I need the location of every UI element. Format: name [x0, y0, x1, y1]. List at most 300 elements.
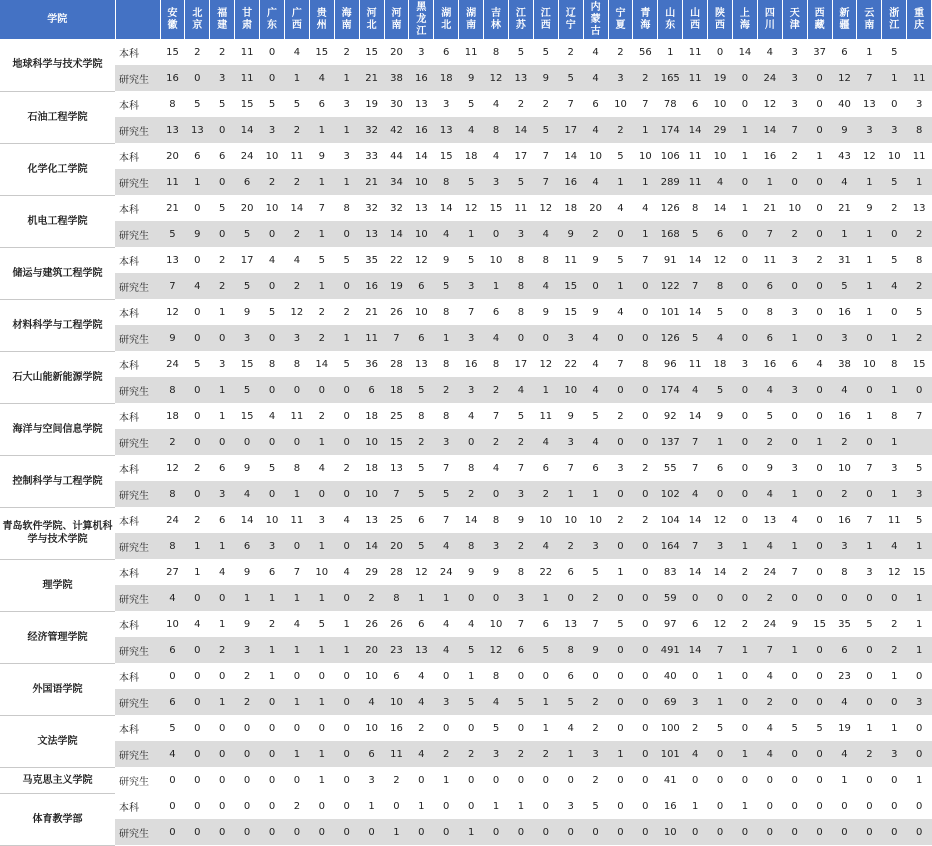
count-cell: 1	[309, 429, 334, 455]
count-cell: 0	[857, 637, 882, 663]
count-cell: 5	[882, 39, 907, 65]
count-cell: 13	[409, 351, 434, 377]
count-cell: 1	[284, 481, 309, 507]
header-college: 学院	[0, 0, 115, 39]
count-cell: 0	[882, 793, 907, 819]
count-cell: 0	[284, 429, 309, 455]
count-cell: 15	[434, 143, 459, 169]
count-cell: 29	[359, 559, 384, 585]
count-cell: 3	[782, 455, 807, 481]
level-label: 研究生	[115, 637, 160, 663]
count-cell: 1	[409, 793, 434, 819]
count-cell: 11	[683, 169, 708, 195]
count-cell: 0	[533, 793, 558, 819]
count-cell: 7	[683, 273, 708, 299]
count-cell: 1	[857, 299, 882, 325]
count-cell: 10	[409, 221, 434, 247]
count-cell: 2	[608, 507, 633, 533]
count-cell: 174	[658, 377, 683, 403]
header-province: 福建	[210, 0, 235, 39]
count-cell: 8	[284, 455, 309, 481]
count-cell: 8	[882, 403, 907, 429]
count-cell: 10	[359, 481, 384, 507]
count-cell: 4	[284, 39, 309, 65]
count-cell: 0	[210, 663, 235, 689]
header-province: 吉林	[484, 0, 509, 39]
count-cell: 9	[757, 455, 782, 481]
count-cell: 0	[633, 715, 658, 741]
count-cell: 8	[558, 637, 583, 663]
count-cell: 0	[807, 455, 832, 481]
count-cell: 3	[782, 247, 807, 273]
count-cell: 10	[708, 91, 733, 117]
count-cell: 0	[857, 377, 882, 403]
count-cell: 8	[484, 351, 509, 377]
count-cell: 6	[533, 455, 558, 481]
count-cell: 4	[309, 455, 334, 481]
count-cell: 0	[309, 819, 334, 845]
count-cell: 0	[807, 819, 832, 845]
count-cell: 4	[807, 351, 832, 377]
count-cell: 0	[633, 559, 658, 585]
count-cell: 0	[832, 585, 857, 611]
count-cell: 5	[434, 481, 459, 507]
header-province: 浙江	[882, 0, 907, 39]
level-label: 研究生	[115, 819, 160, 845]
count-cell: 92	[658, 403, 683, 429]
count-cell: 0	[882, 221, 907, 247]
count-cell: 4	[782, 507, 807, 533]
table-row	[0, 663, 932, 689]
count-cell: 2	[807, 247, 832, 273]
count-cell: 13	[409, 637, 434, 663]
count-cell: 13	[409, 195, 434, 221]
count-cell: 1	[683, 793, 708, 819]
count-cell: 6	[409, 325, 434, 351]
table-row	[0, 533, 932, 559]
count-cell: 1	[533, 715, 558, 741]
count-cell: 0	[633, 585, 658, 611]
count-cell: 0	[807, 507, 832, 533]
count-cell: 0	[633, 767, 658, 793]
count-cell: 38	[384, 65, 409, 91]
count-cell: 23	[832, 663, 857, 689]
count-cell: 15	[235, 351, 260, 377]
count-cell: 15	[235, 403, 260, 429]
count-cell: 0	[608, 533, 633, 559]
count-cell: 0	[608, 689, 633, 715]
college-name: 文法学院	[0, 715, 115, 767]
count-cell: 3	[882, 117, 907, 143]
college-name: 外国语学院	[0, 663, 115, 715]
count-cell: 5	[409, 455, 434, 481]
count-cell: 8	[334, 195, 359, 221]
count-cell: 7	[384, 325, 409, 351]
count-cell: 0	[633, 793, 658, 819]
count-cell: 0	[608, 715, 633, 741]
count-cell: 6	[708, 221, 733, 247]
count-cell: 11	[683, 351, 708, 377]
count-cell: 5	[608, 143, 633, 169]
count-cell: 7	[708, 637, 733, 663]
header-province: 宁夏	[608, 0, 633, 39]
count-cell: 18	[384, 377, 409, 403]
count-cell: 12	[882, 559, 907, 585]
count-cell: 2	[284, 117, 309, 143]
count-cell: 44	[384, 143, 409, 169]
count-cell: 0	[260, 221, 285, 247]
count-cell: 8	[260, 351, 285, 377]
count-cell: 1	[882, 429, 907, 455]
count-cell: 0	[185, 429, 210, 455]
count-cell: 0	[757, 793, 782, 819]
count-cell: 4	[309, 65, 334, 91]
count-cell: 9	[235, 455, 260, 481]
count-cell: 1	[857, 39, 882, 65]
count-cell: 13	[857, 91, 882, 117]
count-cell: 8	[708, 273, 733, 299]
count-cell: 126	[658, 325, 683, 351]
count-cell: 3	[558, 429, 583, 455]
count-cell: 2	[583, 585, 608, 611]
count-cell: 1	[608, 559, 633, 585]
count-cell: 0	[334, 741, 359, 767]
count-cell: 0	[882, 299, 907, 325]
header-province: 辽宁	[558, 0, 583, 39]
college-name: 石油工程学院	[0, 91, 115, 143]
count-cell: 3	[732, 351, 757, 377]
count-cell: 2	[683, 715, 708, 741]
count-cell: 0	[260, 429, 285, 455]
count-cell: 1	[857, 169, 882, 195]
count-cell: 2	[508, 741, 533, 767]
count-cell: 0	[533, 663, 558, 689]
count-cell: 0	[782, 689, 807, 715]
count-cell: 0	[832, 793, 857, 819]
count-cell: 0	[334, 585, 359, 611]
count-cell: 14	[708, 559, 733, 585]
count-cell: 1	[907, 533, 932, 559]
count-cell: 12	[160, 299, 185, 325]
count-cell: 14	[683, 507, 708, 533]
college-name: 体育教学部	[0, 793, 115, 845]
count-cell: 11	[907, 143, 932, 169]
table-row	[0, 585, 932, 611]
count-cell: 0	[782, 429, 807, 455]
count-cell: 2	[882, 611, 907, 637]
count-cell: 69	[658, 689, 683, 715]
level-label: 本科	[115, 559, 160, 585]
count-cell: 0	[633, 481, 658, 507]
table-row	[0, 195, 932, 221]
count-cell: 1	[907, 611, 932, 637]
count-cell: 16	[757, 351, 782, 377]
count-cell: 0	[807, 793, 832, 819]
count-cell: 2	[284, 793, 309, 819]
count-cell: 4	[459, 117, 484, 143]
count-cell: 0	[633, 689, 658, 715]
count-cell: 6	[533, 611, 558, 637]
count-cell: 5	[210, 91, 235, 117]
count-cell: 18	[459, 143, 484, 169]
count-cell: 20	[359, 637, 384, 663]
count-cell: 19	[359, 91, 384, 117]
count-cell: 0	[185, 195, 210, 221]
count-cell: 4	[533, 429, 558, 455]
count-cell: 5	[459, 637, 484, 663]
count-cell: 4	[832, 689, 857, 715]
count-cell: 3	[583, 533, 608, 559]
count-cell: 1	[857, 403, 882, 429]
count-cell: 0	[583, 663, 608, 689]
count-cell: 24	[757, 559, 782, 585]
count-cell: 9	[832, 117, 857, 143]
count-cell: 10	[658, 819, 683, 845]
count-cell: 0	[284, 819, 309, 845]
count-cell: 1	[558, 481, 583, 507]
count-cell: 0	[260, 273, 285, 299]
count-cell: 10	[782, 195, 807, 221]
count-cell: 26	[384, 299, 409, 325]
count-cell: 25	[384, 403, 409, 429]
count-cell: 3	[459, 273, 484, 299]
count-cell: 9	[235, 559, 260, 585]
count-cell: 16	[558, 169, 583, 195]
count-cell: 0	[334, 221, 359, 247]
count-cell: 4	[533, 221, 558, 247]
count-cell: 7	[683, 455, 708, 481]
count-cell: 8	[459, 455, 484, 481]
count-cell: 10	[857, 351, 882, 377]
count-cell: 5	[508, 403, 533, 429]
count-cell: 0	[334, 429, 359, 455]
count-cell: 12	[484, 65, 509, 91]
count-cell: 11	[882, 507, 907, 533]
table-row	[0, 741, 932, 767]
count-cell: 17	[235, 247, 260, 273]
college-name: 化学化工学院	[0, 143, 115, 195]
count-cell: 5	[583, 403, 608, 429]
table-row	[0, 611, 932, 637]
count-cell: 5	[160, 221, 185, 247]
count-cell: 12	[409, 247, 434, 273]
level-label: 本科	[115, 611, 160, 637]
count-cell: 5	[459, 91, 484, 117]
count-cell: 0	[210, 325, 235, 351]
count-cell: 6	[210, 455, 235, 481]
count-cell: 5	[882, 247, 907, 273]
count-cell: 2	[633, 455, 658, 481]
count-cell: 5	[409, 533, 434, 559]
count-cell: 3	[484, 169, 509, 195]
count-cell: 0	[857, 663, 882, 689]
header-province: 河北	[359, 0, 384, 39]
count-cell: 0	[434, 793, 459, 819]
count-cell: 6	[359, 741, 384, 767]
count-cell: 14	[434, 195, 459, 221]
count-cell: 19	[384, 273, 409, 299]
count-cell: 1	[284, 637, 309, 663]
count-cell: 0	[732, 299, 757, 325]
count-cell: 8	[160, 377, 185, 403]
count-cell: 1	[782, 637, 807, 663]
count-cell: 0	[235, 429, 260, 455]
count-cell: 0	[608, 663, 633, 689]
count-cell: 0	[782, 767, 807, 793]
count-cell: 0	[334, 481, 359, 507]
count-cell: 8	[757, 299, 782, 325]
count-cell: 7	[782, 117, 807, 143]
count-cell: 0	[633, 377, 658, 403]
college-name: 马克思主义学院	[0, 767, 115, 793]
count-cell: 0	[533, 325, 558, 351]
count-cell: 9	[508, 507, 533, 533]
count-cell: 0	[608, 793, 633, 819]
count-cell: 11	[533, 403, 558, 429]
count-cell: 9	[533, 299, 558, 325]
count-cell: 6	[757, 325, 782, 351]
count-cell: 8	[484, 507, 509, 533]
count-cell: 28	[384, 351, 409, 377]
count-cell: 5	[185, 91, 210, 117]
count-cell: 1	[882, 377, 907, 403]
count-cell: 2	[533, 741, 558, 767]
count-cell: 3	[907, 91, 932, 117]
level-label: 研究生	[115, 585, 160, 611]
count-cell: 4	[185, 273, 210, 299]
count-cell: 4	[334, 507, 359, 533]
table-row	[0, 507, 932, 533]
count-cell: 17	[558, 117, 583, 143]
level-label: 研究生	[115, 481, 160, 507]
count-cell: 5	[832, 273, 857, 299]
count-cell: 0	[185, 65, 210, 91]
count-cell: 1	[832, 221, 857, 247]
count-cell: 5	[708, 299, 733, 325]
count-cell: 14	[683, 559, 708, 585]
count-cell: 8	[882, 351, 907, 377]
count-cell: 15	[384, 429, 409, 455]
count-cell: 7	[683, 533, 708, 559]
count-cell: 10	[583, 143, 608, 169]
count-cell: 1	[857, 273, 882, 299]
count-cell: 4	[434, 533, 459, 559]
count-cell: 9	[782, 611, 807, 637]
count-cell: 11	[683, 39, 708, 65]
count-cell: 4	[583, 377, 608, 403]
count-cell: 14	[732, 39, 757, 65]
count-cell: 0	[459, 715, 484, 741]
count-cell: 7	[633, 91, 658, 117]
count-cell: 0	[857, 429, 882, 455]
header-province: 广东	[260, 0, 285, 39]
count-cell: 2	[210, 273, 235, 299]
count-cell: 2	[384, 767, 409, 793]
count-cell: 8	[508, 247, 533, 273]
level-label: 本科	[115, 143, 160, 169]
count-cell: 3	[409, 39, 434, 65]
count-cell: 1	[608, 741, 633, 767]
count-cell: 9	[558, 221, 583, 247]
count-cell: 1	[309, 585, 334, 611]
count-cell: 2	[857, 741, 882, 767]
count-cell: 1	[907, 767, 932, 793]
count-cell: 21	[160, 195, 185, 221]
count-cell: 1	[708, 663, 733, 689]
count-cell: 8	[160, 91, 185, 117]
count-cell: 0	[508, 767, 533, 793]
count-cell: 0	[807, 403, 832, 429]
count-cell: 4	[757, 377, 782, 403]
count-cell: 0	[334, 767, 359, 793]
count-cell: 1	[732, 143, 757, 169]
count-cell: 5	[683, 221, 708, 247]
count-cell: 2	[459, 741, 484, 767]
count-cell: 0	[683, 663, 708, 689]
count-cell: 0	[907, 377, 932, 403]
count-cell: 0	[185, 325, 210, 351]
table-row	[0, 559, 932, 585]
level-label: 研究生	[115, 767, 160, 793]
count-cell: 1	[235, 585, 260, 611]
college-name: 材料科学与工程学院	[0, 299, 115, 351]
count-cell: 1	[309, 767, 334, 793]
count-cell: 5	[284, 91, 309, 117]
count-cell: 0	[633, 273, 658, 299]
count-cell: 1	[658, 39, 683, 65]
level-label: 研究生	[115, 741, 160, 767]
count-cell: 4	[832, 377, 857, 403]
count-cell: 0	[334, 403, 359, 429]
count-cell: 0	[185, 819, 210, 845]
count-cell: 11	[284, 403, 309, 429]
count-cell: 0	[782, 793, 807, 819]
header-province: 山西	[683, 0, 708, 39]
count-cell: 11	[384, 741, 409, 767]
count-cell: 3	[782, 377, 807, 403]
count-cell: 0	[260, 767, 285, 793]
count-cell: 9	[484, 559, 509, 585]
count-cell: 9	[235, 299, 260, 325]
header-province: 新疆	[832, 0, 857, 39]
header-province: 安徽	[160, 0, 185, 39]
count-cell: 0	[235, 819, 260, 845]
count-cell: 20	[384, 39, 409, 65]
count-cell: 10	[260, 507, 285, 533]
count-cell: 1	[732, 117, 757, 143]
college-name: 石大山能新能源学院	[0, 351, 115, 403]
count-cell: 4	[583, 351, 608, 377]
count-cell: 0	[608, 819, 633, 845]
header-province: 广西	[284, 0, 309, 39]
level-label: 本科	[115, 195, 160, 221]
header-province: 陕西	[708, 0, 733, 39]
count-cell: 0	[732, 585, 757, 611]
table-row	[0, 819, 932, 845]
count-cell: 0	[508, 663, 533, 689]
count-cell: 15	[807, 611, 832, 637]
count-cell: 12	[708, 507, 733, 533]
count-cell: 2	[334, 299, 359, 325]
count-cell: 2	[533, 91, 558, 117]
count-cell: 0	[882, 91, 907, 117]
table-row	[0, 117, 932, 143]
count-cell: 1	[633, 117, 658, 143]
count-cell: 19	[708, 65, 733, 91]
count-cell: 6	[160, 637, 185, 663]
count-cell: 289	[658, 169, 683, 195]
count-cell: 2	[907, 221, 932, 247]
